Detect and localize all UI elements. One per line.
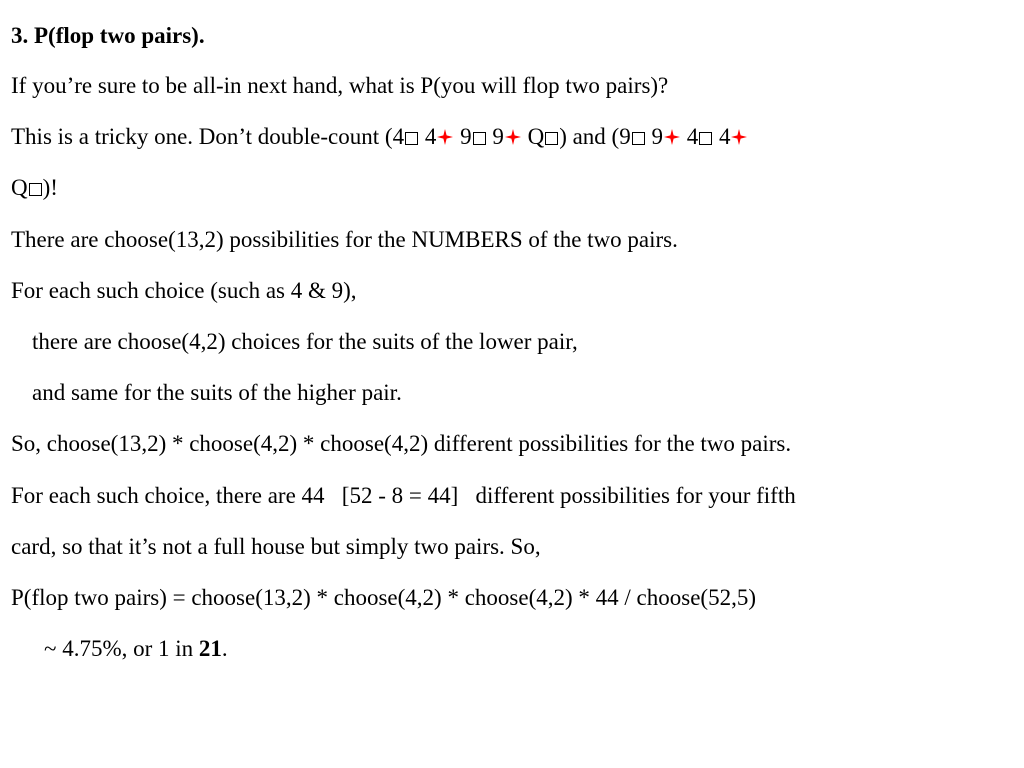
red-star-suit-icon [731,129,747,145]
each-choice-line: For each such choice (such as 4 & 9), [11,278,357,303]
result-line [44,635,228,663]
hand1-rank-3: 9 [460,124,472,149]
higher-pair-line: and same for the suits of the higher pair. [32,380,402,405]
tricky-middle: ) and ( [559,124,620,149]
fifth-card-line-continued: card, so that it’s not a full house but simply two pairs. So, [11,534,541,559]
result-suffix: . [221,636,228,661]
tricky-intro: This is a tricky one. Don’t double-count ( [11,124,393,149]
fifth-card-line: For each such choice, there are 44 [52 - 8 = 44] different possibilities for your fifth [11,483,796,508]
red-star-suit-icon [437,129,453,145]
hand2-rank-1: 9 [619,124,631,149]
suit-box-icon [632,132,645,145]
hand1-rank-2: 4 [424,124,437,149]
red-star-suit-icon [505,129,521,145]
suit-box-icon [405,132,418,145]
lower-pair-line: there are choose(4,2) choices for the suits of the lower pair, [32,329,578,354]
hand2-rank-5: Q [11,175,28,200]
hand1-rank-1: 4 [392,124,405,149]
suit-box-icon [473,132,486,145]
tricky-line [11,123,748,151]
suit-box-icon [29,183,42,196]
tricky-end: )! [42,175,58,200]
problem-title: 3. P(flop two pairs). [11,23,205,48]
formula-line: P(flop two pairs) = choose(13,2) * choose(4,2) * choose(4,2) * 44 / choose(52,5) [11,585,756,610]
hand1-rank-4: 9 [492,124,504,149]
suit-box-icon [699,132,712,145]
question-line: If you’re sure to be all-in next hand, what is P(you will flop two pairs)? [11,73,669,98]
hand2-rank-4: 4 [718,124,731,149]
hand1-rank-5: Q [527,124,545,149]
so-line: So, choose(13,2) * choose(4,2) * choose(4,2) different possibilities for the two pairs. [11,431,792,456]
hand2-rank-2: 9 [651,124,663,149]
red-star-suit-icon [664,129,680,145]
hand2-rank-3: 4 [686,124,699,149]
result-value: 21 [198,636,222,661]
numbers-line: There are choose(13,2) possibilities for the NUMBERS of the two pairs. [11,227,678,252]
result-prefix: ~ 4.75%, or 1 in [44,636,199,661]
suit-box-icon [545,132,558,145]
tricky-line-continued [11,174,58,202]
